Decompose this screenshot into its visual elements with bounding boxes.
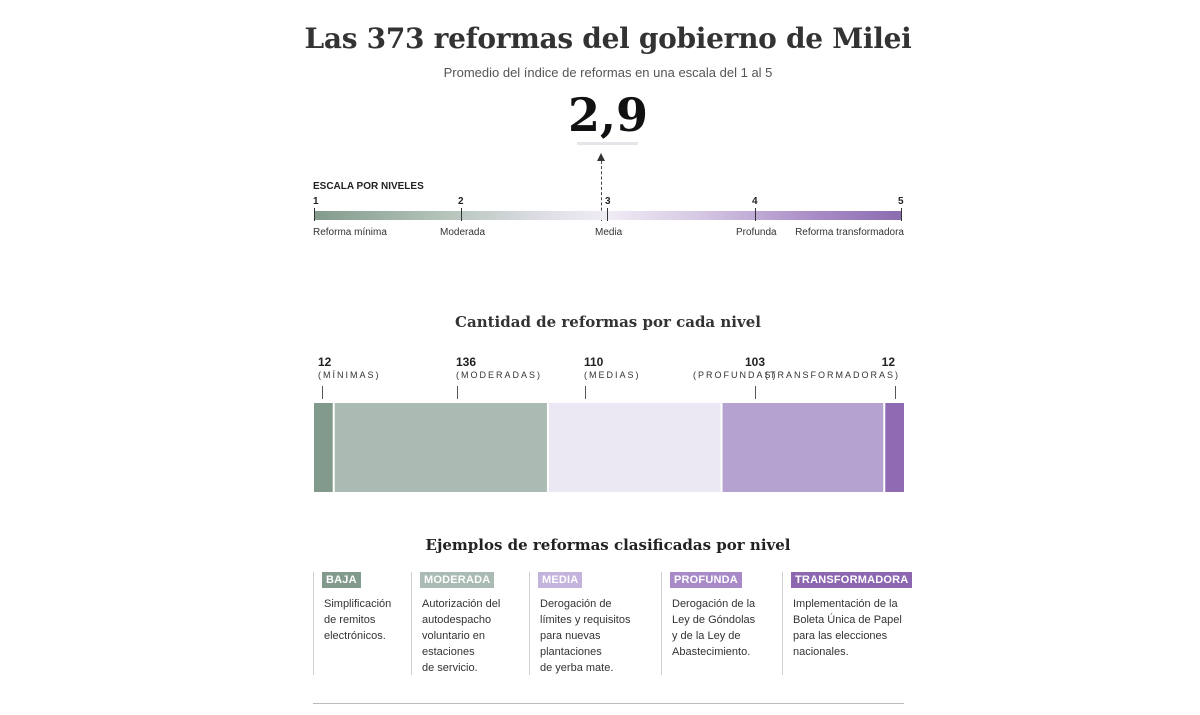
bar-segment-profundas bbox=[723, 403, 884, 492]
count-value-medias: 110 bbox=[584, 355, 604, 369]
example-badge-media: MEDIA bbox=[538, 572, 582, 588]
scale-label: ESCALA POR NIVELES bbox=[313, 181, 424, 192]
example-badge-transformadora: TRANSFORMADORA bbox=[791, 572, 912, 588]
scale-tick-2 bbox=[461, 208, 462, 221]
bar-segment-transformadoras bbox=[885, 403, 904, 492]
example-card-profunda bbox=[661, 572, 781, 675]
count-tick-transformadoras bbox=[895, 386, 896, 399]
example-card-media bbox=[529, 572, 660, 675]
average-arrow-icon bbox=[597, 153, 605, 161]
count-value-transformadoras: 12 bbox=[881, 355, 895, 369]
average-value: 2,9 bbox=[567, 88, 649, 142]
count-label-moderadas: (MODERADAS) bbox=[456, 370, 543, 380]
count-label-minimas: (MÍNIMAS) bbox=[318, 370, 381, 380]
bar-segment-moderadas bbox=[335, 403, 547, 492]
count-tick-moderadas bbox=[457, 386, 458, 399]
scale-tick-5 bbox=[901, 208, 902, 221]
bar-segment-medias bbox=[549, 403, 721, 492]
example-card-moderada bbox=[411, 572, 528, 675]
scale-tick-3 bbox=[607, 208, 608, 221]
example-text-media: Derogación de límites y requisitos para nuevas plantaciones de yerba mate. bbox=[540, 598, 631, 674]
count-value-moderadas: 136 bbox=[456, 355, 477, 369]
count-tick-profundas bbox=[755, 386, 756, 399]
example-text-profunda: Derogación de la Ley de Góndolas y de la Ley de Abastecimiento. bbox=[672, 598, 756, 658]
scale-tick-num-4: 4 bbox=[752, 196, 758, 207]
average-underline bbox=[577, 142, 638, 145]
stacked-bar-chart bbox=[314, 403, 904, 492]
scale-name-moderada: Moderada bbox=[440, 227, 486, 238]
example-text-transformadora: Implementación de la Boleta Única de Papel para las elecciones nacionales. bbox=[793, 598, 902, 658]
example-card-transformadora bbox=[782, 572, 909, 675]
example-badge-moderada: MODERADA bbox=[420, 572, 494, 588]
scale-name-minima: Reforma mínima bbox=[313, 227, 387, 238]
chart-title: Cantidad de reformas por cada nivel bbox=[455, 313, 761, 331]
bottom-rule bbox=[313, 703, 904, 704]
count-tick-minimas bbox=[322, 386, 323, 399]
scale-tick-1 bbox=[314, 208, 315, 221]
count-value-profundas: 103 bbox=[745, 355, 766, 369]
example-badge-profunda: PROFUNDA bbox=[670, 572, 742, 588]
examples-title: Ejemplos de reformas clasificadas por nivel bbox=[425, 536, 791, 554]
example-text-baja: Simplificación de remitos electrónicos. bbox=[324, 598, 392, 642]
scale-tick-num-1: 1 bbox=[313, 196, 319, 207]
scale-tick-num-3: 3 bbox=[605, 196, 611, 207]
example-badge-baja: BAJA bbox=[322, 572, 361, 588]
bar-segment-minimas bbox=[314, 403, 333, 492]
scale-name-profunda: Profunda bbox=[736, 227, 777, 238]
count-label-medias: (MEDIAS) bbox=[584, 370, 641, 380]
example-card-baja bbox=[313, 572, 410, 675]
scale-tick-num-5: 5 bbox=[898, 196, 904, 207]
scale-name-media: Media bbox=[595, 227, 623, 238]
page-subtitle: Promedio del índice de reformas en una escala del 1 al 5 bbox=[443, 65, 773, 80]
count-value-minimas: 12 bbox=[318, 355, 332, 369]
scale-tick-4 bbox=[755, 208, 756, 221]
count-label-profundas: (PROFUNDAS) bbox=[693, 370, 778, 380]
example-text-moderada: Autorización del autodespacho voluntario en estaciones de servicio. bbox=[422, 598, 501, 674]
count-tick-medias bbox=[585, 386, 586, 399]
scale-gradient-bar bbox=[314, 211, 902, 220]
scale-name-transformadora: Reforma transformadora bbox=[795, 227, 904, 238]
page-title: Las 373 reformas del gobierno de Milei bbox=[304, 22, 912, 55]
scale-tick-num-2: 2 bbox=[458, 196, 464, 207]
count-label-transformadoras: (TRANSFORMADORAS) bbox=[765, 370, 900, 380]
